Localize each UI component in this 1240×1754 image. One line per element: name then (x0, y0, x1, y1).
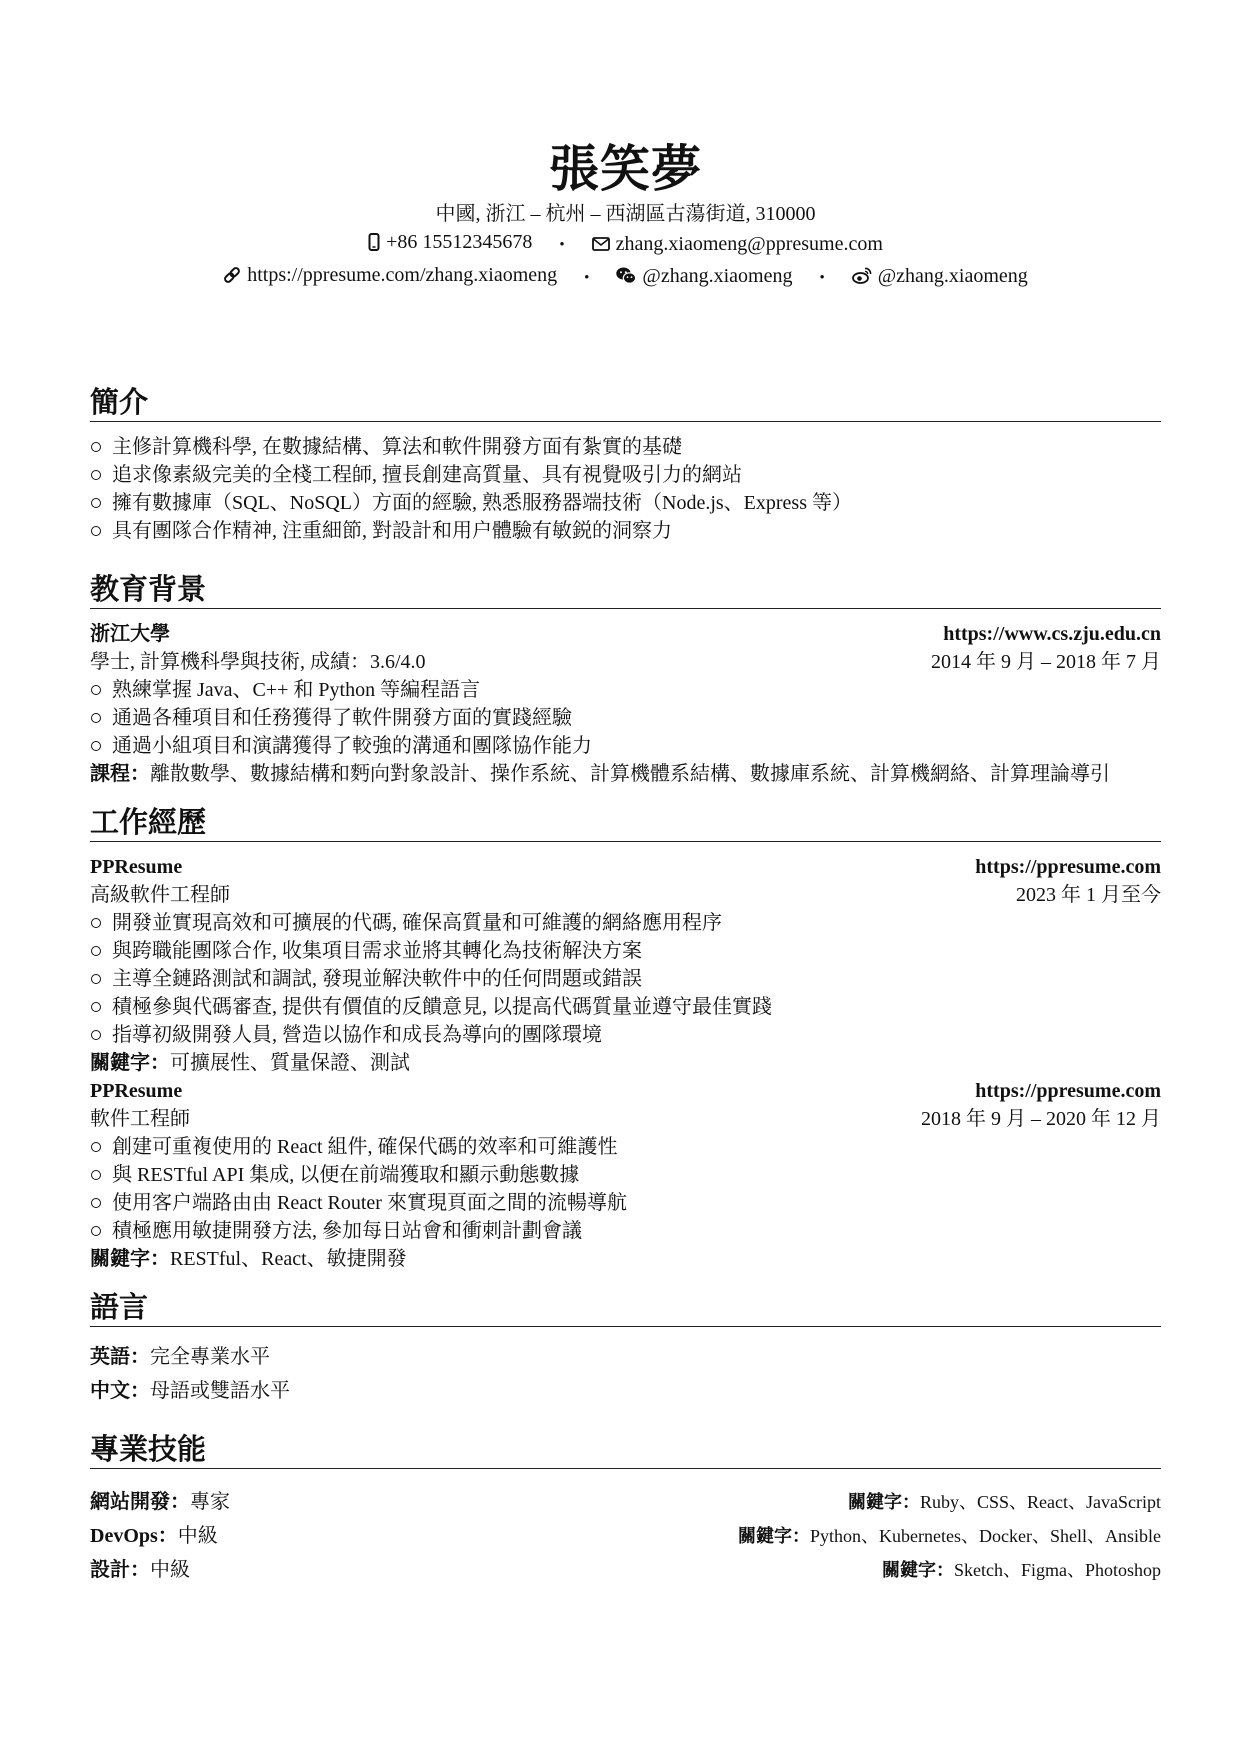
skill-keywords (738, 1519, 1161, 1553)
wechat-icon (616, 267, 636, 284)
education-highlight: 通過小組項目和演講獲得了較強的溝通和團隊協作能力 (112, 735, 592, 757)
list-item (90, 1133, 1161, 1161)
company-url[interactable]: https://ppresume.com (975, 856, 1161, 878)
envelope-icon (592, 237, 610, 251)
list-item (90, 1217, 1161, 1245)
work-entry (90, 853, 1161, 1077)
separator-dot: • (559, 237, 565, 253)
education-header-row (90, 620, 1161, 648)
section-title-languages: 語言 (90, 1290, 1161, 1327)
bullet-circle-icon (91, 974, 101, 984)
separator-dot: • (819, 270, 825, 286)
work-position-row (90, 881, 1161, 909)
work-entry (90, 1077, 1161, 1273)
list-item (90, 704, 1161, 732)
education-degree-row (90, 648, 1161, 676)
wechat-contact[interactable] (616, 262, 792, 290)
skill-level: 中級 (150, 1559, 190, 1581)
list-item (90, 1189, 1161, 1217)
work-entries (90, 853, 1161, 1273)
bullet-circle-icon (91, 442, 101, 452)
skill-item (90, 1485, 1161, 1519)
section-title-work: 工作經歷 (90, 805, 1161, 842)
position-title: 高級軟件工程師 (90, 884, 230, 906)
language-item (90, 1374, 1161, 1408)
work-header-row (90, 1077, 1161, 1105)
resume-header (90, 0, 1161, 292)
summary-list (90, 433, 1161, 545)
skill-level: 中級 (177, 1525, 218, 1547)
contact-line (90, 228, 1161, 259)
work-highlight: 創建可重複使用的 React 組件, 確保代碼的效率和可維護性 (112, 1136, 618, 1158)
links-line (90, 261, 1161, 292)
company-name: PPResume (90, 1080, 183, 1102)
work-dates: 2023 年 1 月至今 (1016, 884, 1161, 906)
skill-item (90, 1519, 1161, 1553)
email-contact[interactable] (592, 230, 883, 258)
languages-section (90, 1290, 1161, 1408)
degree: 學士, 計算機科學與技術, 成績：3.6/4.0 (90, 651, 426, 673)
education-highlight: 通過各種項目和任務獲得了軟件開發方面的實踐經驗 (112, 707, 572, 729)
weibo-handle[interactable]: @zhang.xiaomeng (877, 264, 1028, 287)
keywords-list: 可擴展性、質量保證、測試 (170, 1052, 410, 1074)
list-item (90, 1021, 1161, 1049)
skill-label: DevOps： (90, 1525, 178, 1547)
skills-section (90, 1432, 1161, 1587)
bullet-circle-icon (91, 498, 101, 508)
section-title-summary: 簡介 (90, 385, 1161, 422)
language-item (90, 1340, 1161, 1374)
skill-name (90, 1519, 218, 1553)
skills-list (90, 1485, 1161, 1587)
summary-text: 具有團隊合作精神, 注重細節, 對設計和用户體驗有敏鋭的洞察力 (112, 520, 672, 542)
work-dates: 2018 年 9 月 – 2020 年 12 月 (921, 1108, 1161, 1130)
bullet-circle-icon (91, 1198, 101, 1208)
bullet-circle-icon (91, 713, 101, 723)
bullet-circle-icon (91, 526, 101, 536)
work-highlight: 與 RESTful API 集成, 以便在前端獲取和顯示動態數據 (112, 1164, 580, 1186)
company-name: PPResume (90, 856, 183, 878)
work-highlight: 積極參與代碼審查, 提供有價值的反饋意見, 以提高代碼質量並遵守最佳實踐 (112, 996, 772, 1018)
bullet-circle-icon (91, 1142, 101, 1152)
skill-label: 設計： (90, 1559, 150, 1581)
education-entry (90, 620, 1161, 788)
separator-dot: • (584, 270, 590, 286)
keywords-label: 關鍵字： (738, 1526, 811, 1546)
position-title: 軟件工程師 (90, 1108, 190, 1130)
phone-number[interactable]: +86 15512345678 (386, 231, 533, 253)
education-highlight: 熟練掌握 Java、C++ 和 Python 等編程語言 (112, 679, 481, 701)
bullet-circle-icon (91, 946, 101, 956)
website-url[interactable]: https://ppresume.com/zhang.xiaomeng (247, 264, 558, 286)
work-highlight: 主導全鏈路測試和調試, 發現並解決軟件中的任何問題或錯誤 (112, 968, 642, 990)
work-highlight: 開發並實現高效和可擴展的代碼, 確保高質量和可維護的網絡應用程序 (112, 912, 722, 934)
language-label: 中文： (90, 1380, 150, 1402)
list-item (90, 489, 1161, 517)
summary-section (90, 385, 1161, 545)
bullet-circle-icon (91, 1002, 101, 1012)
address: 中國, 浙江 – 杭州 – 西湖區古蕩街道, 310000 (435, 203, 816, 225)
skill-keywords (848, 1485, 1161, 1519)
work-header-row (90, 853, 1161, 881)
skill-item (90, 1553, 1161, 1587)
summary-text: 追求像素級完美的全棧工程師, 擅長創建高質量、具有視覺吸引力的網站 (112, 464, 742, 486)
phone-contact[interactable] (368, 228, 532, 256)
work-highlight: 與跨職能團隊合作, 收集項目需求並將其轉化為技術解決方案 (112, 940, 642, 962)
bullet-circle-icon (91, 470, 101, 480)
languages-list (90, 1340, 1161, 1408)
website-link[interactable] (223, 261, 557, 289)
keywords-list: Ruby、CSS、React、JavaScript (920, 1492, 1161, 1512)
list-item (90, 676, 1161, 704)
keywords-list: RESTful、React、敏捷開發 (170, 1248, 407, 1270)
keywords-label: 關鍵字： (90, 1248, 170, 1270)
skill-name (90, 1485, 230, 1519)
courses-label: 課程： (90, 763, 150, 785)
link-icon (223, 266, 241, 284)
weibo-contact[interactable] (852, 262, 1028, 290)
list-item (90, 937, 1161, 965)
bullet-circle-icon (91, 918, 101, 928)
bullet-circle-icon (91, 741, 101, 751)
work-highlight: 指導初級開發人員, 營造以協作和成長為導向的團隊環境 (112, 1024, 602, 1046)
weibo-icon (852, 267, 872, 284)
keywords-row (90, 1245, 1161, 1273)
keywords-label: 關鍵字： (848, 1492, 920, 1512)
mobile-phone-icon (368, 233, 380, 251)
summary-text: 主修計算機科學, 在數據結構、算法和軟件開發方面有紮實的基礎 (112, 436, 682, 458)
list-item (90, 732, 1161, 760)
list-item (90, 433, 1161, 461)
company-url[interactable]: https://ppresume.com (975, 1080, 1161, 1102)
language-level: 完全專業水平 (150, 1346, 270, 1368)
work-highlight: 使用客户端路由由 React Router 來實現頁面之間的流暢導航 (112, 1192, 627, 1214)
skill-level: 專家 (190, 1491, 230, 1513)
institution-url[interactable]: https://www.cs.zju.edu.cn (943, 623, 1161, 645)
list-item (90, 909, 1161, 937)
skill-label: 網站開發： (90, 1491, 190, 1513)
work-highlight: 積極應用敏捷開發方法, 參加每日站會和衝刺計劃會議 (112, 1220, 582, 1242)
keywords-list: Python、Kubernetes、Docker、Shell、Ansible (810, 1526, 1161, 1546)
institution-name: 浙江大學 (90, 623, 170, 645)
list-item (90, 461, 1161, 489)
candidate-name: 張笑夢 (549, 141, 702, 197)
language-level: 母語或雙語水平 (150, 1380, 290, 1402)
bullet-circle-icon (91, 1170, 101, 1180)
work-section (90, 805, 1161, 1273)
wechat-handle[interactable]: @zhang.xiaomeng (642, 264, 793, 287)
section-title-skills: 專業技能 (90, 1432, 1161, 1469)
courses-list: 離散數學、數據結構和麪向對象設計、操作系統、計算機體系結構、數據庫系統、計算機網絡、計算理論導引 (150, 763, 1110, 785)
list-item (90, 993, 1161, 1021)
bullet-circle-icon (91, 1030, 101, 1040)
keywords-row (90, 1049, 1161, 1077)
education-dates: 2014 年 9 月 – 2018 年 7 月 (931, 651, 1161, 673)
bullet-circle-icon (91, 1226, 101, 1236)
email-address[interactable]: zhang.xiaomeng@ppresume.com (615, 233, 883, 255)
language-label: 英語： (90, 1346, 150, 1368)
skill-keywords (882, 1553, 1161, 1587)
keywords-list: Sketch、Figma、Photoshop (953, 1560, 1161, 1580)
courses-row (90, 760, 1161, 788)
list-item (90, 965, 1161, 993)
skill-name (90, 1553, 190, 1587)
section-title-education: 教育背景 (90, 572, 1161, 609)
education-section (90, 572, 1161, 788)
list-item (90, 1161, 1161, 1189)
list-item (90, 517, 1161, 545)
summary-text: 擁有數據庫（SQL、NoSQL）方面的經驗, 熟悉服務器端技術（Node.js、Express 等） (112, 492, 852, 514)
keywords-label: 關鍵字： (90, 1052, 170, 1074)
keywords-label: 關鍵字： (881, 1560, 954, 1580)
work-position-row (90, 1105, 1161, 1133)
bullet-circle-icon (91, 685, 101, 695)
